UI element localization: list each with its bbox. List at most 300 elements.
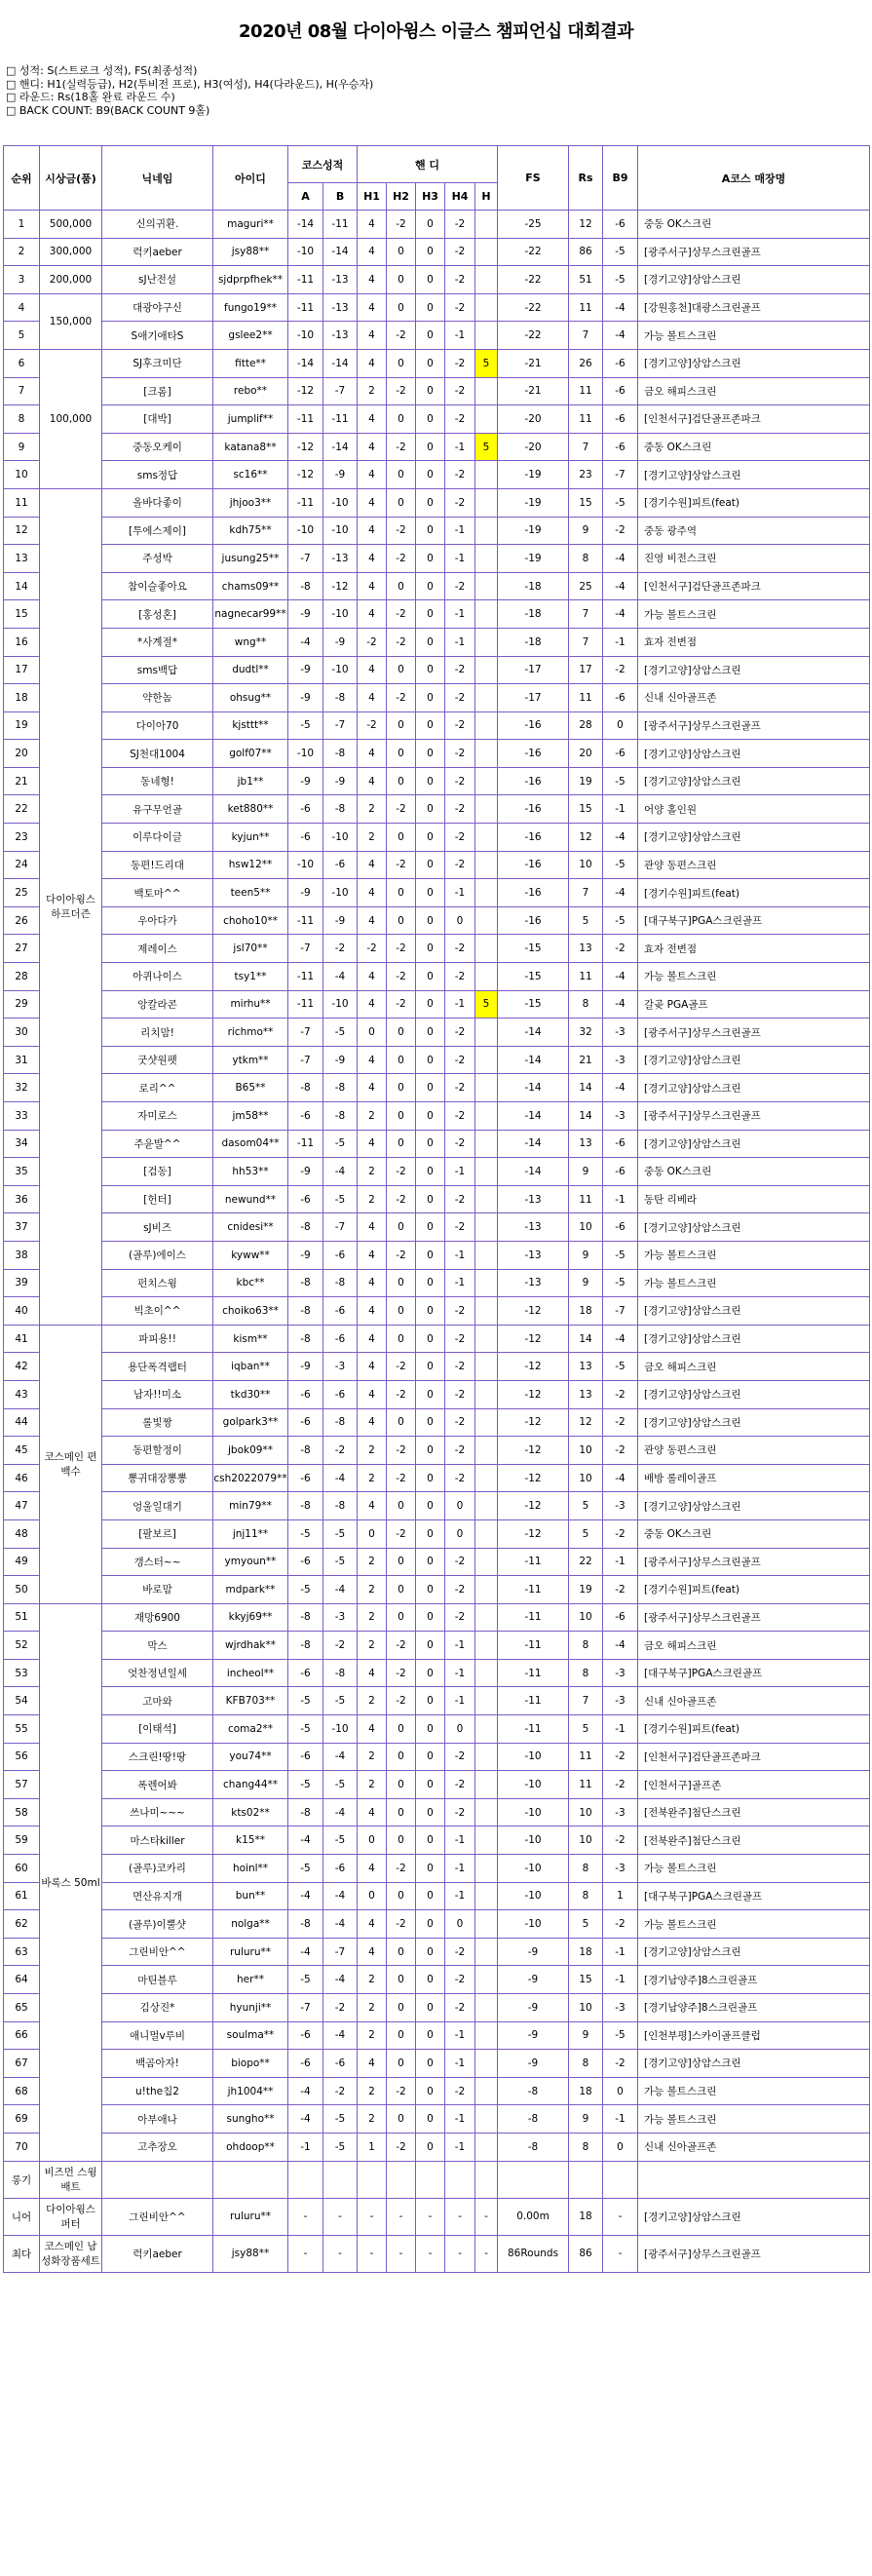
table-row xyxy=(4,572,870,600)
nickname-cell: [대박] xyxy=(102,405,213,434)
h3-cell: 0 xyxy=(416,1715,445,1744)
fs-cell: -12 xyxy=(498,1492,569,1520)
rs-cell: 10 xyxy=(569,851,603,879)
b9-cell xyxy=(603,2161,638,2198)
nickname-cell: 로리^^ xyxy=(102,1074,213,1102)
score-b-cell: -14 xyxy=(323,433,358,461)
b9-cell: 0 xyxy=(603,2133,638,2161)
score-a-cell: -9 xyxy=(288,656,323,684)
score-b-cell: -14 xyxy=(323,349,358,377)
nickname-cell: 우아다가 xyxy=(102,906,213,935)
score-a-cell: -6 xyxy=(288,1743,323,1771)
h2-cell: 0 xyxy=(387,1715,416,1744)
score-a-cell: -12 xyxy=(288,461,323,489)
id-cell: nolga** xyxy=(213,1910,288,1939)
rank-cell: 11 xyxy=(4,488,40,517)
id-cell: newund** xyxy=(213,1185,288,1213)
score-b-cell: -5 xyxy=(323,1826,358,1855)
nickname-cell: 중동오케이 xyxy=(102,433,213,461)
h2-cell: 0 xyxy=(387,740,416,768)
rs-cell: 11 xyxy=(569,1771,603,1799)
rs-cell: 5 xyxy=(569,1519,603,1548)
shop-cell: [경기수원]피트(feat) xyxy=(638,1715,870,1744)
h4-cell: 0 xyxy=(445,1492,475,1520)
h2-cell: 0 xyxy=(387,1074,416,1102)
h1-cell: 2 xyxy=(358,1966,387,1994)
shop-cell: 효자 전변점 xyxy=(638,935,870,963)
score-b-cell: -8 xyxy=(323,684,358,712)
shop-cell: [경기고양]상암스크린 xyxy=(638,1297,870,1326)
h3-cell: - xyxy=(416,2235,445,2272)
shop-cell: [경기수원]피트(feat) xyxy=(638,488,870,517)
h4-cell: -1 xyxy=(445,1855,475,1883)
h2-cell: 0 xyxy=(387,1213,416,1242)
h-cell xyxy=(475,1408,498,1437)
score-a-cell: - xyxy=(288,2198,323,2235)
id-cell: mirhu** xyxy=(213,990,288,1019)
id-cell: dudtl** xyxy=(213,656,288,684)
nickname-cell: [검동] xyxy=(102,1158,213,1186)
h3-cell: 0 xyxy=(416,405,445,434)
shop-cell: [광주서구]상무스크린골프 xyxy=(638,711,870,740)
score-b-cell: -5 xyxy=(323,1130,358,1158)
h1-cell: 4 xyxy=(358,1798,387,1826)
table-row xyxy=(4,767,870,795)
h1-cell: 4 xyxy=(358,322,387,350)
header-handicap: 핸 디 xyxy=(358,146,498,183)
rs-cell: 7 xyxy=(569,433,603,461)
h1-cell: 4 xyxy=(358,851,387,879)
id-cell: kyjun** xyxy=(213,824,288,852)
score-a-cell: -11 xyxy=(288,963,323,991)
rs-cell: 15 xyxy=(569,1966,603,1994)
h2-cell: 0 xyxy=(387,1603,416,1632)
h3-cell: 0 xyxy=(416,600,445,629)
b9-cell: -4 xyxy=(603,1325,638,1353)
h4-cell: -2 xyxy=(445,963,475,991)
h4-cell: 0 xyxy=(445,1519,475,1548)
table-row xyxy=(4,1576,870,1604)
h2-cell: 0 xyxy=(387,879,416,907)
id-cell: jh1004** xyxy=(213,2077,288,2105)
fs-cell: -16 xyxy=(498,879,569,907)
h1-cell: 4 xyxy=(358,1269,387,1297)
score-b-cell: -14 xyxy=(323,238,358,266)
nickname-cell: 스크린!땅!땅 xyxy=(102,1743,213,1771)
id-cell: fitte** xyxy=(213,349,288,377)
h-cell xyxy=(475,1687,498,1715)
h4-cell: -2 xyxy=(445,266,475,294)
shop-cell xyxy=(638,2161,870,2198)
prize-cell: 코스메인 편백수 xyxy=(40,1325,102,1603)
h3-cell: 0 xyxy=(416,684,445,712)
h-cell xyxy=(475,545,498,573)
score-a-cell: -5 xyxy=(288,1687,323,1715)
shop-cell: 신내 신아골프존 xyxy=(638,2133,870,2161)
h-cell xyxy=(475,1102,498,1131)
table-row xyxy=(4,1771,870,1799)
h4-cell: -2 xyxy=(445,1966,475,1994)
h2-cell: 0 xyxy=(387,1269,416,1297)
h-cell xyxy=(475,795,498,824)
fs-cell: -17 xyxy=(498,684,569,712)
id-cell: hoinl** xyxy=(213,1855,288,1883)
fs-cell: -11 xyxy=(498,1659,569,1687)
id-cell: soulma** xyxy=(213,2021,288,2050)
b9-cell: -6 xyxy=(603,1158,638,1186)
nickname-cell: [헌터] xyxy=(102,1185,213,1213)
rs-cell: 7 xyxy=(569,628,603,656)
shop-cell: 가능 볼트스크린 xyxy=(638,1241,870,1269)
rs-cell: 10 xyxy=(569,1437,603,1465)
score-a-cell: -5 xyxy=(288,1966,323,1994)
prize-cell: 150,000 xyxy=(40,293,102,349)
h1-cell: 2 xyxy=(358,1185,387,1213)
rank-cell: 30 xyxy=(4,1019,40,1047)
score-b-cell: -2 xyxy=(323,1994,358,2022)
score-a-cell: -5 xyxy=(288,1519,323,1548)
rs-cell: 11 xyxy=(569,405,603,434)
rs-cell: 9 xyxy=(569,1269,603,1297)
h2-cell: 0 xyxy=(387,2050,416,2078)
shop-cell: 가능 볼트스크린 xyxy=(638,600,870,629)
h-cell: 5 xyxy=(475,349,498,377)
shop-cell: 신내 신아골프존 xyxy=(638,1687,870,1715)
h3-cell: 0 xyxy=(416,628,445,656)
shop-cell: [경기고양]상암스크린 xyxy=(638,1408,870,1437)
h2-cell: -2 xyxy=(387,851,416,879)
h-cell xyxy=(475,1798,498,1826)
rank-cell: 7 xyxy=(4,377,40,405)
rank-cell: 53 xyxy=(4,1659,40,1687)
shop-cell: [대구북구]PGA스크린골프 xyxy=(638,1882,870,1910)
h4-cell: -1 xyxy=(445,600,475,629)
shop-cell: [광주서구]상무스크린골프 xyxy=(638,1019,870,1047)
table-row xyxy=(4,1437,870,1465)
rank-cell: 2 xyxy=(4,238,40,266)
header-a: A xyxy=(288,183,323,211)
fs-cell: -9 xyxy=(498,1938,569,1966)
score-a-cell: -8 xyxy=(288,1437,323,1465)
h1-cell: 4 xyxy=(358,1353,387,1381)
h4-cell: -1 xyxy=(445,1269,475,1297)
id-cell: hsw12** xyxy=(213,851,288,879)
table-row xyxy=(4,1910,870,1939)
b9-cell: -2 xyxy=(603,1576,638,1604)
score-b-cell: -9 xyxy=(323,1046,358,1074)
score-a-cell: -14 xyxy=(288,211,323,239)
h3-cell: 0 xyxy=(416,1798,445,1826)
score-a-cell: -4 xyxy=(288,2077,323,2105)
h1-cell: 4 xyxy=(358,266,387,294)
h-cell xyxy=(475,963,498,991)
h-cell xyxy=(475,1771,498,1799)
h4-cell: -2 xyxy=(445,1325,475,1353)
table-row xyxy=(4,1938,870,1966)
table-row xyxy=(4,461,870,489)
h4-cell: -2 xyxy=(445,656,475,684)
h2-cell: 0 xyxy=(387,488,416,517)
score-b-cell: -2 xyxy=(323,2077,358,2105)
nickname-cell: 다이아70 xyxy=(102,711,213,740)
shop-cell: [광주서구]상무스크린골프 xyxy=(638,1102,870,1131)
nickname-cell: 럭키aeber xyxy=(102,2235,213,2272)
rs-cell: 8 xyxy=(569,1855,603,1883)
h3-cell: 0 xyxy=(416,1548,445,1576)
b9-cell: -6 xyxy=(603,377,638,405)
fs-cell: -8 xyxy=(498,2105,569,2134)
score-b-cell: -9 xyxy=(323,906,358,935)
score-b-cell: -4 xyxy=(323,1882,358,1910)
h-cell xyxy=(475,266,498,294)
fs-cell: -9 xyxy=(498,1994,569,2022)
h1-cell: 4 xyxy=(358,349,387,377)
score-b-cell: -10 xyxy=(323,1715,358,1744)
h3-cell: 0 xyxy=(416,711,445,740)
score-a-cell: -6 xyxy=(288,2050,323,2078)
score-a-cell: -4 xyxy=(288,1938,323,1966)
score-a-cell xyxy=(288,2161,323,2198)
score-a-cell: - xyxy=(288,2235,323,2272)
nickname-cell: SJ후크미단 xyxy=(102,349,213,377)
nickname-cell: 그린비안^^ xyxy=(102,1938,213,1966)
h2-cell: 0 xyxy=(387,1297,416,1326)
h2-cell: 0 xyxy=(387,238,416,266)
id-cell: richmo** xyxy=(213,1019,288,1047)
b9-cell: -6 xyxy=(603,740,638,768)
rank-cell: 29 xyxy=(4,990,40,1019)
h-cell xyxy=(475,767,498,795)
h1-cell: 2 xyxy=(358,1603,387,1632)
score-a-cell: -12 xyxy=(288,433,323,461)
shop-cell: [경기고양]상암스크린 xyxy=(638,349,870,377)
h-cell xyxy=(475,1297,498,1326)
nickname-cell: 제레이스 xyxy=(102,935,213,963)
score-b-cell: -10 xyxy=(323,879,358,907)
h3-cell: 0 xyxy=(416,656,445,684)
legend-backcount: □ BACK COUNT: B9(BACK COUNT 9홀) xyxy=(6,103,210,117)
id-cell: hh53** xyxy=(213,1158,288,1186)
table-row xyxy=(4,1464,870,1492)
h4-cell: -1 xyxy=(445,1659,475,1687)
shop-cell: [경기고양]상암스크린 xyxy=(638,1492,870,1520)
shop-cell: 금오 해피스크린 xyxy=(638,1353,870,1381)
h4-cell: -2 xyxy=(445,488,475,517)
h3-cell: 0 xyxy=(416,851,445,879)
nickname-cell: 재망6900 xyxy=(102,1603,213,1632)
b9-cell: -4 xyxy=(603,1632,638,1660)
shop-cell: [경기고양]상암스크린 xyxy=(638,2050,870,2078)
shop-cell: [전북완주]첨단스크린 xyxy=(638,1826,870,1855)
h1-cell: 4 xyxy=(358,1213,387,1242)
score-b-cell: -8 xyxy=(323,1408,358,1437)
rank-cell: 39 xyxy=(4,1269,40,1297)
b9-cell: -1 xyxy=(603,628,638,656)
table-row xyxy=(4,293,870,322)
b9-cell: -4 xyxy=(603,293,638,322)
rs-cell: 11 xyxy=(569,293,603,322)
table-row xyxy=(4,824,870,852)
fs-cell: -20 xyxy=(498,433,569,461)
h2-cell: -2 xyxy=(387,600,416,629)
h3-cell: 0 xyxy=(416,349,445,377)
nickname-cell: (골루)코카리 xyxy=(102,1855,213,1883)
shop-cell: [대구북구]PGA스크린골프 xyxy=(638,1659,870,1687)
h-cell xyxy=(475,488,498,517)
nickname-cell: 올바다좋이 xyxy=(102,488,213,517)
award-prize-cell: 코스메인 남성화장품세트 xyxy=(40,2235,102,2272)
rank-cell: 24 xyxy=(4,851,40,879)
nickname-cell: 갱스터~~ xyxy=(102,1548,213,1576)
h2-cell: 0 xyxy=(387,2021,416,2050)
nickname-cell: 파피용!! xyxy=(102,1325,213,1353)
rank-cell: 15 xyxy=(4,600,40,629)
score-a-cell: -11 xyxy=(288,488,323,517)
b9-cell: -3 xyxy=(603,1687,638,1715)
h3-cell: 0 xyxy=(416,1687,445,1715)
page-title: 2020년 08월 다이아윙스 이글스 챔피언십 대회결과 xyxy=(239,21,633,42)
h4-cell: -1 xyxy=(445,1632,475,1660)
award-row xyxy=(4,2198,870,2235)
score-b-cell: -7 xyxy=(323,711,358,740)
h4-cell: -2 xyxy=(445,684,475,712)
h-cell xyxy=(475,1380,498,1408)
shop-cell: 금오 해피스크린 xyxy=(638,1632,870,1660)
nickname-cell: *사계절* xyxy=(102,628,213,656)
h4-cell: -2 xyxy=(445,405,475,434)
rank-cell: 55 xyxy=(4,1715,40,1744)
rank-cell: 32 xyxy=(4,1074,40,1102)
rs-cell: 13 xyxy=(569,935,603,963)
shop-cell: [인천부평]스카이골프클럽 xyxy=(638,2021,870,2050)
score-b-cell: -12 xyxy=(323,572,358,600)
h3-cell: 0 xyxy=(416,377,445,405)
h4-cell: -1 xyxy=(445,1687,475,1715)
score-b-cell: -4 xyxy=(323,963,358,991)
rank-cell: 41 xyxy=(4,1325,40,1353)
h-cell xyxy=(475,879,498,907)
header-b: B xyxy=(323,183,358,211)
table-row xyxy=(4,1241,870,1269)
score-b-cell: - xyxy=(323,2235,358,2272)
id-cell: csh2022079** xyxy=(213,1464,288,1492)
rs-cell: 10 xyxy=(569,1213,603,1242)
score-a-cell: -7 xyxy=(288,935,323,963)
h3-cell: 0 xyxy=(416,2050,445,2078)
h2-cell: 0 xyxy=(387,906,416,935)
rank-cell: 26 xyxy=(4,906,40,935)
nickname-cell: 주윤발^^ xyxy=(102,1130,213,1158)
score-b-cell: -10 xyxy=(323,656,358,684)
rank-cell: 5 xyxy=(4,322,40,350)
score-a-cell: -9 xyxy=(288,684,323,712)
h1-cell: 2 xyxy=(358,1687,387,1715)
h2-cell: 0 xyxy=(387,1130,416,1158)
b9-cell: -1 xyxy=(603,1715,638,1744)
table-row xyxy=(4,1019,870,1047)
h2-cell: -2 xyxy=(387,963,416,991)
fs-cell: -16 xyxy=(498,740,569,768)
nickname-cell: [팔보르] xyxy=(102,1519,213,1548)
h1-cell: 4 xyxy=(358,572,387,600)
nickname-cell: 동편할정이 xyxy=(102,1437,213,1465)
id-cell: kyww** xyxy=(213,1241,288,1269)
table-row xyxy=(4,906,870,935)
shop-cell: 배방 롤레이골프 xyxy=(638,1464,870,1492)
id-cell: jsy88** xyxy=(213,238,288,266)
h1-cell: 4 xyxy=(358,767,387,795)
h-cell xyxy=(475,2105,498,2134)
id-cell: ohdoop** xyxy=(213,2133,288,2161)
h2-cell: 0 xyxy=(387,1743,416,1771)
award-row xyxy=(4,2161,870,2198)
id-cell: you74** xyxy=(213,1743,288,1771)
shop-cell: [경기고양]상암스크린 xyxy=(638,2198,870,2235)
score-b-cell: -9 xyxy=(323,628,358,656)
score-b-cell: -5 xyxy=(323,1687,358,1715)
id-cell: wjrdhak** xyxy=(213,1632,288,1660)
h1-cell: - xyxy=(358,2235,387,2272)
b9-cell: -2 xyxy=(603,1519,638,1548)
score-a-cell: -6 xyxy=(288,2021,323,2050)
nickname-cell: 뽕귀대장뽕뽕 xyxy=(102,1464,213,1492)
h1-cell: 4 xyxy=(358,1241,387,1269)
rank-cell: 20 xyxy=(4,740,40,768)
h2-cell: -2 xyxy=(387,2133,416,2161)
h-cell xyxy=(475,711,498,740)
b9-cell: -3 xyxy=(603,1798,638,1826)
fs-cell: -21 xyxy=(498,377,569,405)
rank-cell: 57 xyxy=(4,1771,40,1799)
h3-cell: 0 xyxy=(416,238,445,266)
h3-cell: 0 xyxy=(416,322,445,350)
nickname-cell: 용단폭격랩터 xyxy=(102,1353,213,1381)
nickname-cell: (골루)에이스 xyxy=(102,1241,213,1269)
rank-cell: 17 xyxy=(4,656,40,684)
id-cell: chams09** xyxy=(213,572,288,600)
h3-cell: 0 xyxy=(416,1576,445,1604)
h4-cell: -2 xyxy=(445,1576,475,1604)
h-cell xyxy=(475,684,498,712)
h1-cell: 2 xyxy=(358,2077,387,2105)
fs-cell: -16 xyxy=(498,767,569,795)
h1-cell: 0 xyxy=(358,1519,387,1548)
id-cell: sjdprpfhek** xyxy=(213,266,288,294)
b9-cell: -2 xyxy=(603,517,638,545)
rs-cell: 13 xyxy=(569,1380,603,1408)
b9-cell: -5 xyxy=(603,767,638,795)
h2-cell: 0 xyxy=(387,266,416,294)
h2-cell: 0 xyxy=(387,1102,416,1131)
table-row xyxy=(4,990,870,1019)
h3-cell: 0 xyxy=(416,1408,445,1437)
h2-cell: -2 xyxy=(387,1380,416,1408)
score-a-cell: -9 xyxy=(288,767,323,795)
id-cell: nagnecar99** xyxy=(213,600,288,629)
h1-cell: 4 xyxy=(358,740,387,768)
rank-cell: 36 xyxy=(4,1185,40,1213)
nickname-cell: 그린비안^^ xyxy=(102,2198,213,2235)
h2-cell: -2 xyxy=(387,1437,416,1465)
nickname-cell: (골루)이뿔샷 xyxy=(102,1910,213,1939)
rank-cell: 42 xyxy=(4,1353,40,1381)
h-cell: 5 xyxy=(475,433,498,461)
h3-cell: 0 xyxy=(416,1074,445,1102)
h2-cell: 0 xyxy=(387,1994,416,2022)
score-b-cell: -10 xyxy=(323,824,358,852)
shop-cell: [인천서구]골프존 xyxy=(638,1771,870,1799)
b9-cell: -5 xyxy=(603,1241,638,1269)
